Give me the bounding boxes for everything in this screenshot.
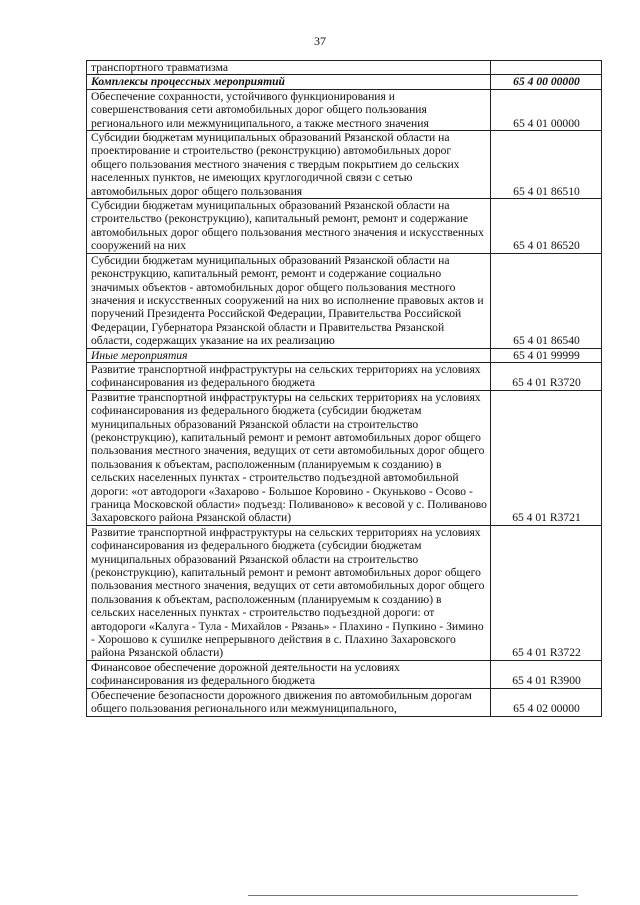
row-name-cell: Комплексы процессных мероприятий [87, 75, 491, 89]
row-name-cell: Обеспечение сохранности, устойчивого функционирования и совершенствования сети автомобильных дорог общего пользования регионального или межмуниципального, а также местного значения [87, 89, 491, 130]
row-code-cell: 65 4 01 99999 [491, 348, 602, 362]
row-name-cell: транспортного травматизма [87, 61, 491, 75]
table-row [87, 75, 602, 89]
table-row [87, 131, 602, 199]
budget-classification-table [86, 60, 602, 717]
table-row [87, 390, 602, 525]
row-name-cell: Субсидии бюджетам муниципальных образований Рязанской области на реконструкцию, капитальный ремонт, ремонт и содержание социально значимых объектов - автомобильных дорог общего пользования местного значения и искусственных сооружений на них во исполнение правовых актов и поручений Президента Российской Федерации, Правительства Российской Федерации, Губернатора Рязанской области и Правительства Рязанской области, содержащих указание на их реализацию [87, 253, 491, 348]
row-code-cell: 65 4 01 86520 [491, 199, 602, 254]
row-name-cell: Иные мероприятия [87, 348, 491, 362]
table-row [87, 348, 602, 362]
table-row [87, 253, 602, 348]
table-row [87, 89, 602, 130]
table-row [87, 660, 602, 688]
row-code-cell: 65 4 01 R3900 [491, 660, 602, 688]
row-name-cell: Субсидии бюджетам муниципальных образований Рязанской области на строительство (реконструкцию), капитальный ремонт, ремонт и содержание автомобильных дорог общего пользования местного значения и искусственных сооружений на них [87, 199, 491, 254]
row-code-cell [491, 61, 602, 75]
page-number: 37 [314, 34, 326, 48]
row-name-cell: Субсидии бюджетам муниципальных образований Рязанской области на проектирование и строительство (реконструкцию) автомобильных дорог общего пользования местного значения с твердым покрытием до сельских населенных пунктов, не имеющих круглогодичной связи с сетью автомобильных дорог общего пользования [87, 131, 491, 199]
table-row [87, 525, 602, 660]
row-name-cell: Развитие транспортной инфраструктуры на сельских территориях на условиях софинансирования из федерального бюджета [87, 362, 491, 390]
row-code-cell: 65 4 02 00000 [491, 688, 602, 716]
row-name-cell: Развитие транспортной инфраструктуры на сельских территориях на условиях софинансирования из федерального бюджета (субсидии бюджетам муниципальных образований Рязанской области на строительство (реконструкцию), капитальный ремонт и ремонт автомобильных дорог общего пользования местного значения, ведущих от сети автомобильных дорог общего пользования к объектам, расположенным (планируемым к созданию) в сельских населенных пунктах - строительство подъездной автомобильной дороги: «от автодороги «Захарово - Большое Коровино - Окуньково - Осово - граница Московской области» подъезд: Поливаново» к весовой у с. Поливаново Захаровского района Рязанской области) [87, 390, 491, 525]
table-row [87, 362, 602, 390]
row-code-cell: 65 4 00 00000 [491, 75, 602, 89]
row-name-cell: Развитие транспортной инфраструктуры на сельских территориях на условиях софинансирования из федерального бюджета (субсидии бюджетам муниципальных образований Рязанской области на строительство (реконструкцию), капитальный ремонт и ремонт автомобильных дорог общего пользования местного значения, ведущих от сети автомобильных дорог общего пользования к объектам, расположенным (планируемым к созданию) в сельских населенных пунктах - строительство подъездной дороги: от автодороги «Калуга - Тула - Михайлов - Рязань» - Плахино - Пупкино - Зимино - Хорошово к сушилке непрерывного действия в с. Плахино Захаровского района Рязанской области) [87, 525, 491, 660]
table-body [87, 61, 602, 717]
row-code-cell: 65 4 01 86540 [491, 253, 602, 348]
row-code-cell: 65 4 01 86510 [491, 131, 602, 199]
row-code-cell: 65 4 01 00000 [491, 89, 602, 130]
table-row [87, 61, 602, 75]
row-code-cell: 65 4 01 R3721 [491, 390, 602, 525]
table-row [87, 199, 602, 254]
row-code-cell: 65 4 01 R3722 [491, 525, 602, 660]
table-row [87, 688, 602, 716]
row-name-cell: Обеспечение безопасности дорожного движения по автомобильным дорогам общего пользования регионального или межмуниципального, [87, 688, 491, 716]
bottom-divider [248, 895, 578, 896]
row-name-cell: Финансовое обеспечение дорожной деятельности на условиях софинансирования из федерального бюджета [87, 660, 491, 688]
row-code-cell: 65 4 01 R3720 [491, 362, 602, 390]
